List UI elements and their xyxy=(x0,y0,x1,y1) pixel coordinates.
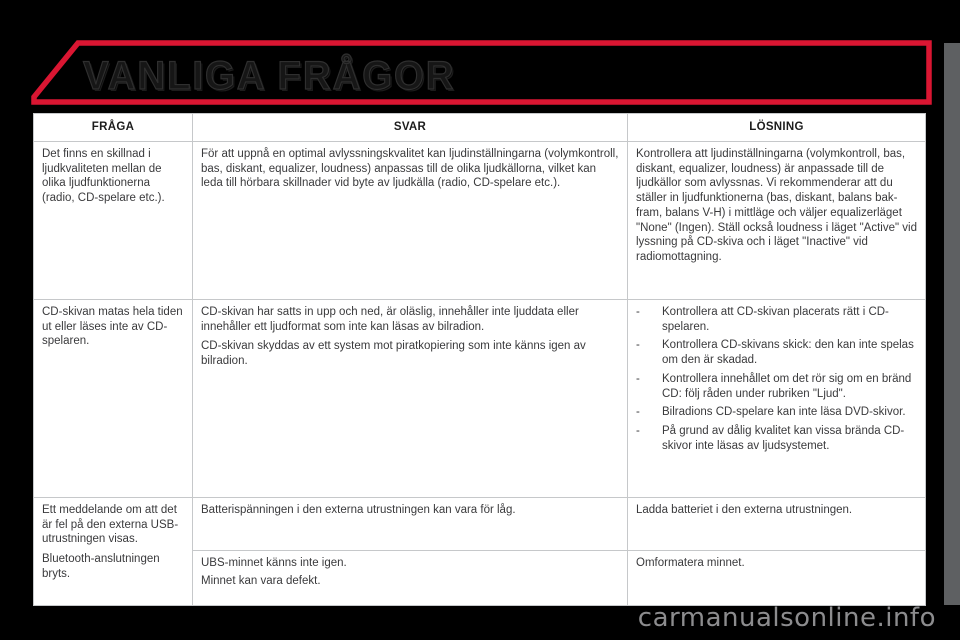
dash-marker: - xyxy=(636,306,640,318)
column-header-svar: SVAR xyxy=(193,114,628,142)
solution-text: Kontrollera att ljudinställningarna (volymkontroll, bas, diskant, equalizer, loudness) är anpassade till de ljudkällor som avlyssnas. Vi rekommenderar att du ställer in ljudfunktionerna (bas, diskant, balans bak-fram, balans V-H) i mittläge och väljer equalizerläget "None" (Ingen). Ställ också loudness i läget "Active" vid lyssning på CD-skiva och i läget "Inactive" vid radiomottagning. xyxy=(636,148,917,264)
answer-text: CD-skivan har satts in upp och ned, är oläslig, innehåller inte ljuddata eller innehåller ett ljudformat som inte kan läsas av bilradion. xyxy=(201,306,579,333)
list-item xyxy=(636,424,917,453)
cell-answer xyxy=(193,142,628,300)
column-header-losning: LÖSNING xyxy=(628,114,926,142)
watermark-text: carmanualsonline.info xyxy=(637,603,936,633)
question-text: Bluetooth-anslutningen bryts. xyxy=(42,553,160,580)
cell-question xyxy=(34,142,193,300)
dash-marker: - xyxy=(636,406,640,419)
faq-table xyxy=(33,113,926,606)
answer-text: Minnet kan vara defekt. xyxy=(201,574,321,587)
answer-text: UBS-minnet känns inte igen. xyxy=(201,557,347,569)
solution-bullet-text: Kontrollera CD-skivans skick: den kan inte spelas om den är skadad. xyxy=(662,339,914,367)
table-row xyxy=(34,142,926,300)
solution-text: Ladda batteriet i den externa utrustningen. xyxy=(636,504,853,516)
list-item xyxy=(636,372,917,401)
list-item xyxy=(636,405,917,420)
dash-marker: - xyxy=(636,339,640,352)
question-text: Ett meddelande om att det är fel på den externa USB-utrustningen visas. xyxy=(42,504,179,546)
answer-text: CD-skivan skyddas av ett system mot piratkopiering som inte känns igen av bilradion. xyxy=(201,340,586,368)
table-row xyxy=(34,498,926,551)
solution-bullet-text: Bilradions CD-spelare kan inte läsa DVD-skivor. xyxy=(662,406,906,419)
answer-text: Batterispänningen i den externa utrustningen kan vara för låg. xyxy=(201,504,516,516)
solution-bullet-text: Kontrollera innehållet om det rör sig om en bränd CD: följ råden under rubriken "Ljud". xyxy=(662,372,912,400)
page-title: VANLIGA FRÅGOR xyxy=(83,54,456,98)
question-text: Det finns en skillnad i ljudkvaliteten mellan de olika ljudfunktionerna (radio, CD-spelare etc.). xyxy=(42,148,165,205)
title-banner xyxy=(31,40,932,106)
cell-answer xyxy=(193,498,628,551)
solution-bullet-text: På grund av dålig kvalitet kan vissa brända CD-skivor inte läsas av ljudsystemet. xyxy=(662,425,905,452)
cell-question xyxy=(34,300,193,498)
table-header-row xyxy=(34,114,926,142)
answer-text: För att uppnå en optimal avlyssningskvalitet kan ljudinställningarna (volymkontroll, bas, diskant, equalizer, loudness) anpassas till de olika ljudkällorna, vilket kan leda till hörbara skillnader vid byte av ljudkälla (radio, CD-spelare etc.). xyxy=(201,148,619,190)
question-text: CD-skivan matas hela tiden ut eller läses inte av CD-spelaren. xyxy=(42,306,183,348)
list-item xyxy=(636,305,917,334)
list-item xyxy=(636,338,917,367)
solution-bullet-list xyxy=(636,305,917,453)
cell-answer xyxy=(193,300,628,498)
cell-solution xyxy=(628,142,926,300)
table-row xyxy=(34,300,926,498)
solution-text: Omformatera minnet. xyxy=(636,557,745,569)
cell-solution xyxy=(628,300,926,498)
cell-question xyxy=(34,498,193,606)
faq-table-container xyxy=(33,113,925,606)
chapter-edge-tab xyxy=(944,43,960,605)
dash-marker: - xyxy=(636,372,640,385)
column-header-fraga: FRÅGA xyxy=(34,114,193,142)
cell-solution xyxy=(628,551,926,606)
cell-answer xyxy=(193,551,628,606)
solution-bullet-text: Kontrollera att CD-skivan placerats rätt i CD-spelaren. xyxy=(662,306,889,333)
cell-solution xyxy=(628,498,926,551)
dash-marker: - xyxy=(636,425,640,438)
